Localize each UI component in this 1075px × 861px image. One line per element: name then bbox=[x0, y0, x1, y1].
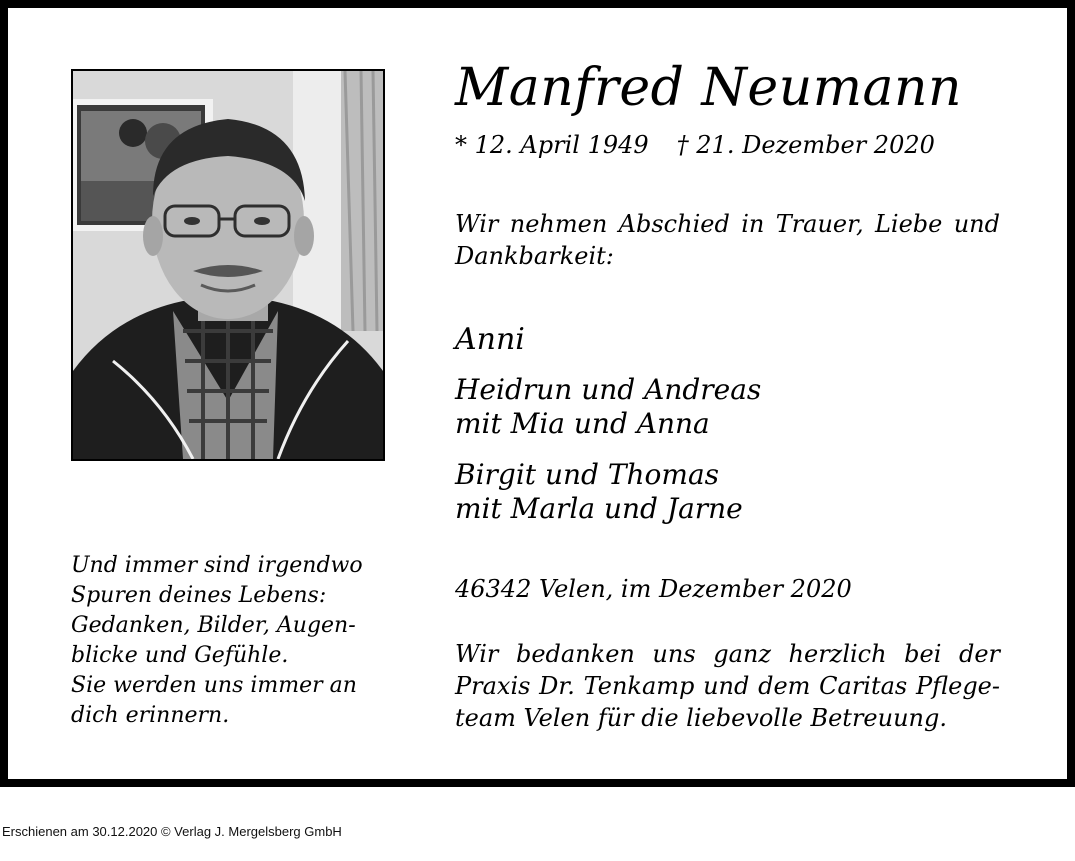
poem-line: Gedanken, Bilder, Augen- bbox=[71, 613, 356, 638]
mourner-first: Anni bbox=[455, 322, 525, 357]
mourner-family-1 bbox=[455, 373, 761, 441]
poem-line: blicke und Gefühle. bbox=[71, 643, 289, 668]
mourner-line: mit Marla und Jarne bbox=[455, 492, 743, 525]
farewell-line: Wir nehmen Abschied in Trauer, Liebe und bbox=[455, 210, 1000, 238]
farewell-line: Dankbarkeit: bbox=[455, 242, 614, 270]
birth-date: * 12. April 1949 bbox=[455, 131, 649, 159]
poem-line: dich erinnern. bbox=[71, 703, 230, 728]
thanks-line: Praxis Dr. Tenkamp und dem Caritas Pflege- bbox=[455, 672, 1000, 700]
farewell-text bbox=[455, 208, 1000, 272]
mourner-line: mit Mia und Anna bbox=[455, 407, 710, 440]
deceased-name: Manfred Neumann bbox=[455, 58, 962, 118]
poem-line: Und immer sind irgendwo bbox=[71, 553, 363, 578]
memorial-poem bbox=[71, 551, 391, 731]
poem-line: Spuren deines Lebens: bbox=[71, 583, 327, 608]
death-date: † 21. Dezember 2020 bbox=[676, 131, 935, 159]
thanks-text bbox=[455, 638, 1000, 734]
thanks-line: team Velen für die liebevolle Betreuung. bbox=[455, 704, 947, 732]
mourner-line: Birgit und Thomas bbox=[455, 458, 720, 491]
mourner-family-2 bbox=[455, 458, 743, 526]
life-dates bbox=[455, 128, 935, 162]
poem-line: Sie werden uns immer an bbox=[71, 673, 357, 698]
mourner-line: Heidrun und Andreas bbox=[455, 373, 762, 406]
place-date: 46342 Velen, im Dezember 2020 bbox=[455, 575, 852, 603]
thanks-line: Wir bedanken uns ganz herzlich bei der bbox=[455, 640, 1000, 668]
portrait-photo bbox=[71, 69, 385, 461]
publication-footer: Erschienen am 30.12.2020 © Verlag J. Mergelsberg GmbH bbox=[2, 824, 342, 839]
